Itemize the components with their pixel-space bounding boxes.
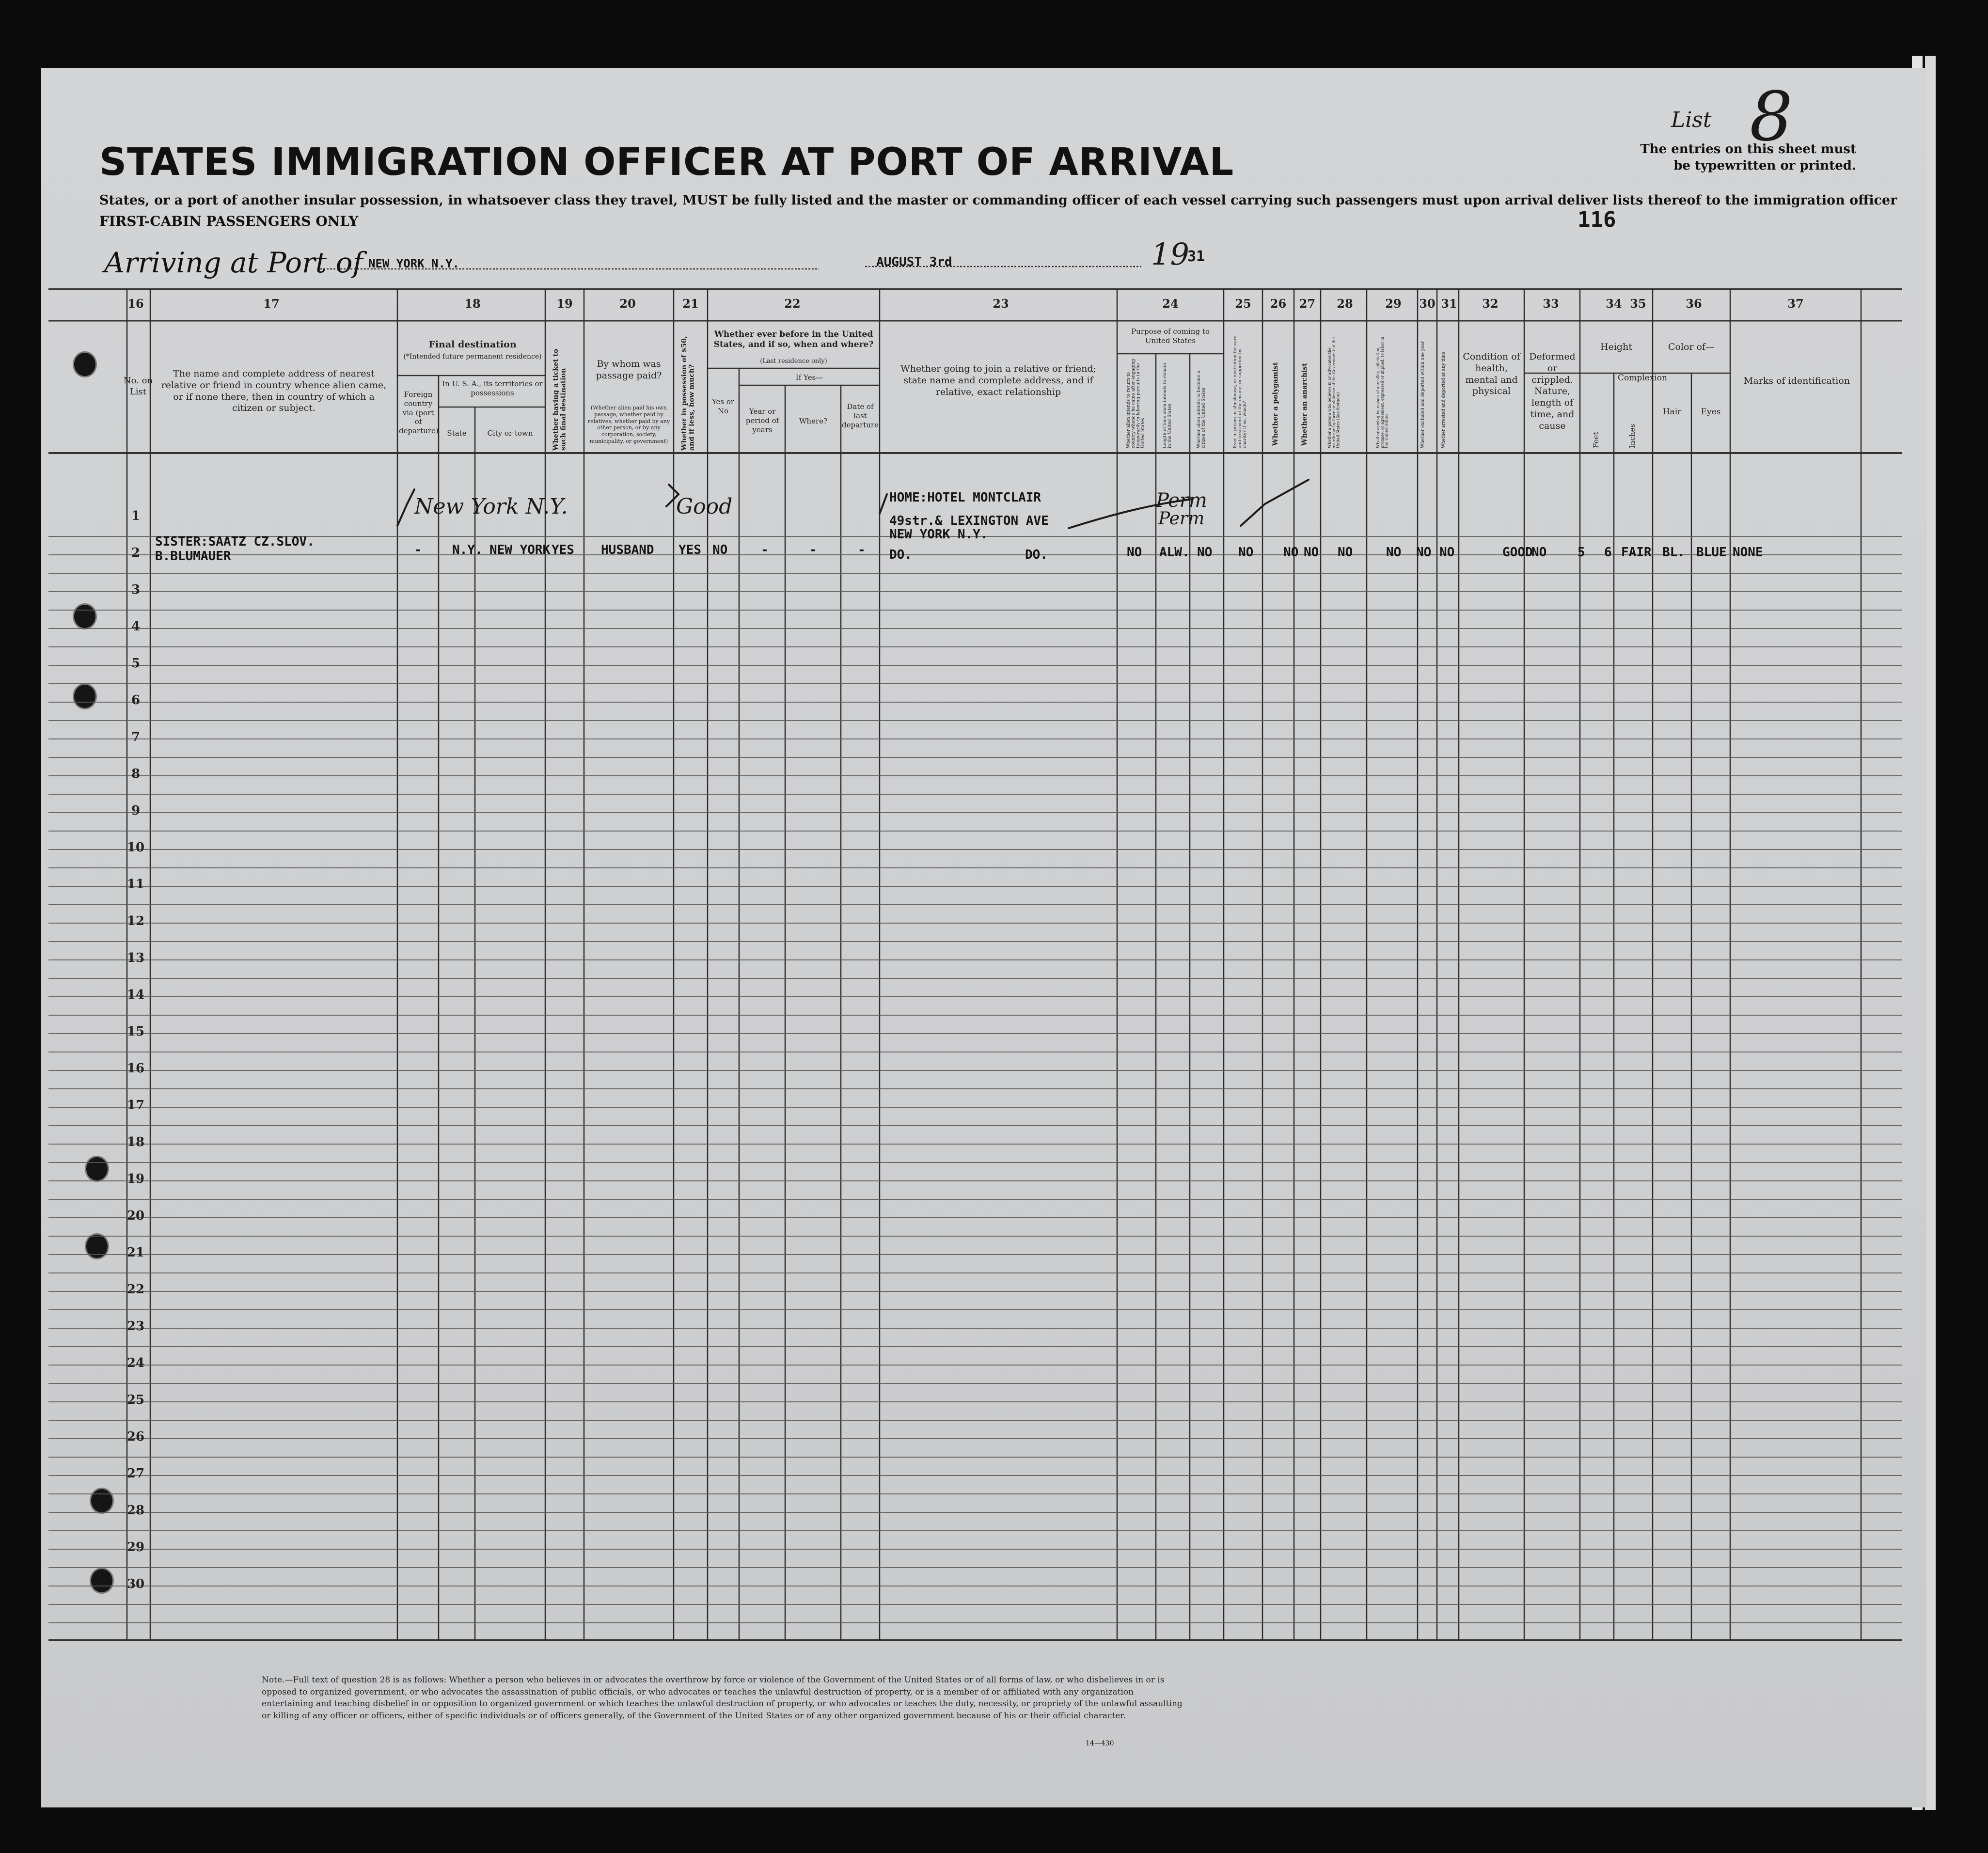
- header-ticket: Whether having a ticket to such final destination: [552, 348, 568, 451]
- header-relative-address: The name and complete address of nearest relative or friend in country whence alien came, or if none there, then in country of which a citizen or subject.: [161, 368, 387, 414]
- class-line: FIRST-CABIN PASSENGERS ONLY: [99, 213, 359, 229]
- row2-polygamist: NO: [1283, 545, 1299, 560]
- entries-note: The entries on this sheet must be typewritten or printed.: [1640, 142, 1856, 173]
- year-suffix: 31: [1187, 248, 1205, 265]
- footnote-question-28: Note.—Full text of question 28 is as follows: Whether a person who believes in or advocates the overthrow by force or violence of the Government of the United States or of all forms of law, or who disbelieves in or is opposed to organized government, or who advocates the assassination of public officials, or who advocates or teaches the unlawful destruction of property, or is a member of or affiliated with any organization entertaining and teaching disbelief in or opposition to organized government or which teaches the unlawful destruction of property, or who advocates or teaches the duty, necessity, or propriety of the unlawful assaulting or killing of any officer or officers, either of specific individuals or of officers generally, of the Government of the United States or of any other organized government because of his or their official character.: [262, 1675, 1183, 1721]
- row-number: 13: [126, 951, 145, 965]
- check-mark: [397, 489, 414, 526]
- header-color-of: Color of—: [1668, 342, 1715, 352]
- row-number: 18: [126, 1135, 145, 1149]
- header-excluded: Whether excluded and deported within one year: [1420, 341, 1425, 448]
- row2-ticket: YES: [552, 543, 574, 557]
- header-date-departure: Date of last departure: [842, 402, 879, 429]
- header-year-period: Year or period of years: [745, 407, 779, 434]
- header-fifty-dollars: Whether in possession of $50, and if less, how much?: [680, 336, 696, 451]
- header-inches: Inches: [1628, 424, 1637, 448]
- header-deformed: Deformed or crippled. Nature, length of time, and cause: [1529, 351, 1576, 431]
- row-number: 27: [126, 1466, 145, 1481]
- port-name: NEW YORK N.Y.: [368, 257, 459, 270]
- row-number: 11: [126, 877, 145, 892]
- col-num-23: 23: [993, 297, 1009, 311]
- col-num-25: 25: [1235, 297, 1251, 311]
- col-num-33: 33: [1543, 297, 1559, 311]
- check-mark: [1241, 480, 1309, 526]
- header-city-or-town: City or town: [487, 429, 533, 438]
- header-prison: Ever in prison or almshouse, or institution for care and treatment of the insane, or supported by charity? If so, which?: [1233, 335, 1247, 448]
- row2-marks: NONE: [1733, 545, 1763, 560]
- row-number: 16: [126, 1061, 145, 1076]
- col-num-32: 32: [1482, 297, 1499, 311]
- col-num-35: 35: [1630, 297, 1646, 311]
- row-number: 6: [131, 693, 141, 707]
- row-number: 19: [126, 1172, 145, 1186]
- row-number: 26: [126, 1429, 145, 1444]
- year-prefix: 19: [1151, 236, 1189, 272]
- header-feet: Feet: [1592, 432, 1600, 448]
- list-label: List: [1671, 108, 1712, 132]
- row2-city: NEW YORK: [489, 543, 551, 557]
- col-num-29: 29: [1385, 297, 1402, 311]
- row-number: 21: [126, 1245, 145, 1260]
- col-num-28: 28: [1337, 297, 1353, 311]
- row2-complexion: FAIR: [1621, 545, 1652, 560]
- form-subtitle: States, or a port of another insular possession, in whatsoever class they travel, MUST be fully listed and the master or commanding officer of each vessel carrying such passengers must upon arrival deliver lists thereof to the immigration officer: [99, 193, 1897, 208]
- form-code: 14—430: [1086, 1740, 1114, 1747]
- row1-join3: NEW YORK N.Y.: [889, 527, 988, 542]
- row-number: 9: [131, 803, 141, 818]
- col-num-19: 19: [556, 297, 573, 311]
- row-number: 17: [126, 1098, 145, 1113]
- row2-state: N.Y.: [452, 543, 483, 557]
- header-if-yes: If Yes—: [795, 373, 823, 382]
- header-where: Where?: [799, 417, 828, 425]
- row-number: 14: [126, 988, 145, 1002]
- row-number: 10: [126, 840, 145, 855]
- header-last-residence: (Last residence only): [760, 358, 827, 365]
- header-polygamist: Whether a polygamist: [1272, 362, 1279, 446]
- row2-eyes: BLUE: [1696, 545, 1727, 560]
- col-num-37: 37: [1787, 297, 1804, 311]
- row-number: 1: [131, 509, 141, 523]
- header-anarchist: Whether an anarchist: [1301, 363, 1309, 446]
- sheet-number: 116: [1578, 207, 1616, 232]
- check-mark: [880, 494, 887, 514]
- row2-relative2: B.BLUMAUER: [155, 549, 231, 564]
- col-num-27: 27: [1299, 297, 1316, 311]
- row2-anarchist: NO: [1304, 545, 1319, 560]
- col-num-24: 24: [1162, 297, 1179, 311]
- row-number: 2: [131, 546, 141, 560]
- header-purpose-return: Whether alien intends to return to country whence he came after engaging temporarily in laboring pursuits in the United States: [1126, 359, 1146, 448]
- row-number: 15: [126, 1024, 145, 1039]
- row2-citizen: NO: [1197, 545, 1213, 560]
- col-num-22: 22: [784, 297, 801, 311]
- header-no-on-list: No. on List: [123, 376, 153, 397]
- row-number: 28: [126, 1503, 145, 1518]
- row2-hair: BL.: [1662, 545, 1685, 560]
- header-purpose-citizen: Whether alien intends to become a citizen of the United States: [1197, 371, 1206, 448]
- row1-join2: 49str.& LEXINGTON AVE: [889, 514, 1049, 528]
- col-num-30: 30: [1419, 297, 1436, 311]
- header-purpose-length: Length of time alien intends to remain in the United States: [1163, 363, 1172, 448]
- col-num-17: 17: [263, 297, 280, 311]
- row2-fifty: YES: [678, 543, 701, 557]
- header-state: State: [447, 429, 467, 438]
- header-final-destination-note: (*Intended future permanent residence): [403, 353, 542, 361]
- row2-offer: NO: [1386, 545, 1402, 560]
- row2-length: ALW.: [1159, 545, 1190, 560]
- row2-deformed: NO: [1531, 545, 1547, 560]
- list-number: 8: [1750, 78, 1793, 157]
- header-offer: Whether coming by reason of any offer, solicitation, promise, or agreement, expressed or implied, to labor in the United States: [1376, 337, 1389, 448]
- row-number: 5: [131, 656, 141, 671]
- header-join-relative: Whether going to join a relative or friend; state name and complete address, and if relative, exact relationship: [900, 363, 1096, 397]
- row-number: 24: [126, 1356, 145, 1370]
- col-num-36: 36: [1686, 297, 1702, 311]
- header-purpose: Purpose of coming to United States: [1131, 327, 1210, 345]
- header-health: Condition of health, mental and physical: [1463, 351, 1520, 397]
- row2-join: DO.: [889, 548, 912, 562]
- row-number: 22: [126, 1282, 145, 1297]
- header-passage-paid-note: (Whether alien paid his own passage, whether paid by relatives, whether paid by any other person, or by any corporation, society, municipality, or government): [587, 405, 670, 444]
- row2-return: NO: [1127, 545, 1142, 560]
- row-number: 25: [126, 1393, 145, 1407]
- arrival-date: AUGUST 3rd: [876, 255, 952, 269]
- header-yes-or-no: Yes or No: [711, 397, 735, 415]
- row2-foreign: -: [414, 543, 422, 557]
- col-num-31: 31: [1441, 297, 1457, 311]
- header-final-destination: Final destination: [428, 339, 517, 350]
- row-number: 3: [131, 582, 141, 597]
- handwritten-passage: Good: [676, 494, 733, 519]
- row-number: 29: [126, 1540, 145, 1555]
- row2-year: -: [761, 543, 769, 557]
- header-passage-paid: By whom was passage paid?: [596, 359, 662, 381]
- row2-join-do: DO.: [1025, 548, 1048, 562]
- row-number: 20: [126, 1209, 145, 1223]
- row2-paid-by: HUSBAND: [601, 543, 654, 557]
- row1-join: HOME:HOTEL MONTCLAIR: [889, 490, 1041, 505]
- header-complexion: Complexion: [1618, 373, 1667, 383]
- row2-prison: NO: [1238, 545, 1254, 560]
- row2-where: -: [809, 543, 817, 557]
- header-marks: Marks of identification: [1743, 376, 1850, 386]
- handwritten-perm: Perm: [1156, 489, 1207, 512]
- row-number: 12: [126, 914, 145, 928]
- row2-excluded: NO: [1416, 545, 1432, 560]
- col-num-21: 21: [682, 297, 699, 311]
- form-title: STATES IMMIGRATION OFFICER AT PORT OF ARRIVAL: [99, 141, 1234, 184]
- handwritten-destination: New York N.Y.: [414, 494, 568, 519]
- row-number: 23: [126, 1319, 145, 1334]
- row2-relative: SISTER:SAATZ CZ.SLOV.: [155, 534, 315, 549]
- header-arrested: Whether arrested and deported at any time: [1441, 352, 1446, 448]
- row-number: 30: [126, 1577, 145, 1591]
- row2-overthrow: NO: [1338, 545, 1353, 560]
- header-foreign-country: Foreign country via (port of departure): [399, 390, 439, 435]
- header-ever-before: Whether ever before in the United States, and if so, when and where?: [713, 330, 874, 350]
- col-num-16: 16: [127, 297, 144, 311]
- header-overthrow: Whether a person who believes in or advocates the overthrow by force or violence of the Government of the United States (See footnote): [1327, 337, 1341, 448]
- handwritten-perm: Perm: [1158, 509, 1205, 529]
- header-eyes: Eyes: [1701, 407, 1721, 417]
- row2-before: NO: [712, 543, 728, 557]
- col-num-26: 26: [1270, 297, 1287, 311]
- row-number: 4: [131, 619, 141, 634]
- row-number: 7: [131, 730, 141, 744]
- row2-arrested: NO: [1439, 545, 1455, 560]
- col-num-18: 18: [464, 297, 481, 311]
- header-hair: Hair: [1662, 407, 1682, 417]
- header-in-usa: In U. S. A., its territories or possessions: [442, 379, 543, 397]
- row2-feet: 5: [1578, 545, 1585, 560]
- col-num-20: 20: [619, 297, 636, 311]
- row2-health: GOOD: [1502, 545, 1533, 560]
- row2-departure: -: [858, 543, 866, 557]
- arriving-label: Arriving at Port of: [104, 246, 363, 279]
- row2-inches: 6: [1604, 545, 1612, 560]
- col-num-34: 34: [1606, 297, 1622, 311]
- row-number: 8: [131, 767, 141, 781]
- header-height: Height: [1600, 342, 1632, 352]
